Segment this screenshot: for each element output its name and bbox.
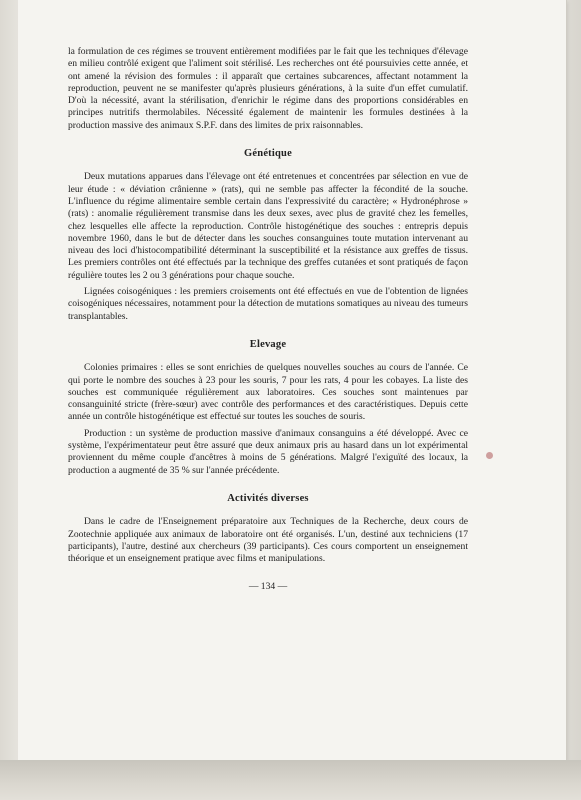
paragraph-lignees: Lignées coisogéniques : les premiers croisements ont été effectués en vue de l'obtention de lignées coisogéniques nécessaires, notamment pour la détection de mutations somatiques au niveau des tumeurs transplantables. [68, 286, 468, 322]
paragraph-mutations: Deux mutations apparues dans l'élevage ont été entretenues et concentrées par sélection en vue de leur étude : « déviation crânienne » (rats), qui ne semble pas affecter la fécondité de la souche. L'influence du régime alimentaire semble certain dans l'expressivité du caractère; « Hydronéphrose » (rats) : anomalie régulièrement transmise dans les deux sexes, avec plus de gravité chez les femelles, chez lesquelles elle affecte la reproduction. Contrôle histogénétique des souches : entrepris depuis novembre 1960, dans le but de détecter dans les souches consanguines toute mutation intervenant au niveau des loci d'histocompatibilité déterminant la susceptibilité et la résistance aux greffes de tissus. Les premiers contrôles ont été effectués par la technique des greffes cutanées et sont pratiqués de façon régulière toutes les 2 ou 3 générations pour chaque souche. [68, 171, 468, 281]
ink-stain [486, 452, 493, 459]
heading-activites: Activités diverses [227, 492, 309, 504]
heading-elevage: Elevage [249, 338, 287, 350]
page-number: — 134 — [248, 581, 288, 593]
heading-genetique: Génétique [244, 148, 292, 160]
document-body [68, 46, 468, 594]
paragraph-regimes: la formulation de ces régimes se trouvent entièrement modifiées par le fait que les techniques d'élevage en milieu contrôlé exigent que l'aliment soit stérilisé. Les recherches ont été poursuivies cette année, et ont amené la révision des formules : il apparaît que certaines subcarences, affectant notamment la reproduction, peuvent ne se manifester qu'après plusieurs générations, à la suite d'un effet cumulatif. D'où la nécessité, avant la stérilisation, d'enrichir le régime dans des proportions considérables en principes nutritifs thermolabiles. Nécessité également de maintenir les formules destinées à la production massive des animaux S.P.F. dans des limites de prix raisonnables. [68, 46, 468, 131]
paragraph-colonies: Colonies primaires : elles se sont enrichies de quelques nouvelles souches au cours de l'année. Ce qui porte le nombre des souches à 23 pour les souris, 7 pour les rats, 4 pour les cobayes. La liste des souches est communiquée régulièrement aux laboratoires. Ces souches sont maintenues par consanguinité stricte (frère-sœur) avec contrôle des performances et des caractéristiques. Depuis cette année un contrôle histogénétique est effectué sur toutes les souches de souris. [68, 362, 468, 423]
page-bottom-edge [0, 760, 581, 800]
paragraph-production: Production : un système de production massive d'animaux consanguins a été développé. Avec ce système, l'expérimentateur peut être assuré que deux animaux pris au hasard dans un lot expérimental proviennent du même couple d'ancêtres à moins de 5 générations. Malgré l'exiguïté des locaux, la production a augmenté de 35 % sur l'année précédente. [68, 427, 468, 476]
paragraph-enseignement: Dans le cadre de l'Enseignement préparatoire aux Techniques de la Recherche, deux cours de Zootechnie appliquée aux animaux de laboratoire ont été organisés. L'un, destiné aux techniciens (17 participants), l'autre, destiné aux chercheurs (39 participants). Ces cours comportent un enseignement théorique et un enseignement pratique avec films et manipulations. [68, 516, 468, 565]
